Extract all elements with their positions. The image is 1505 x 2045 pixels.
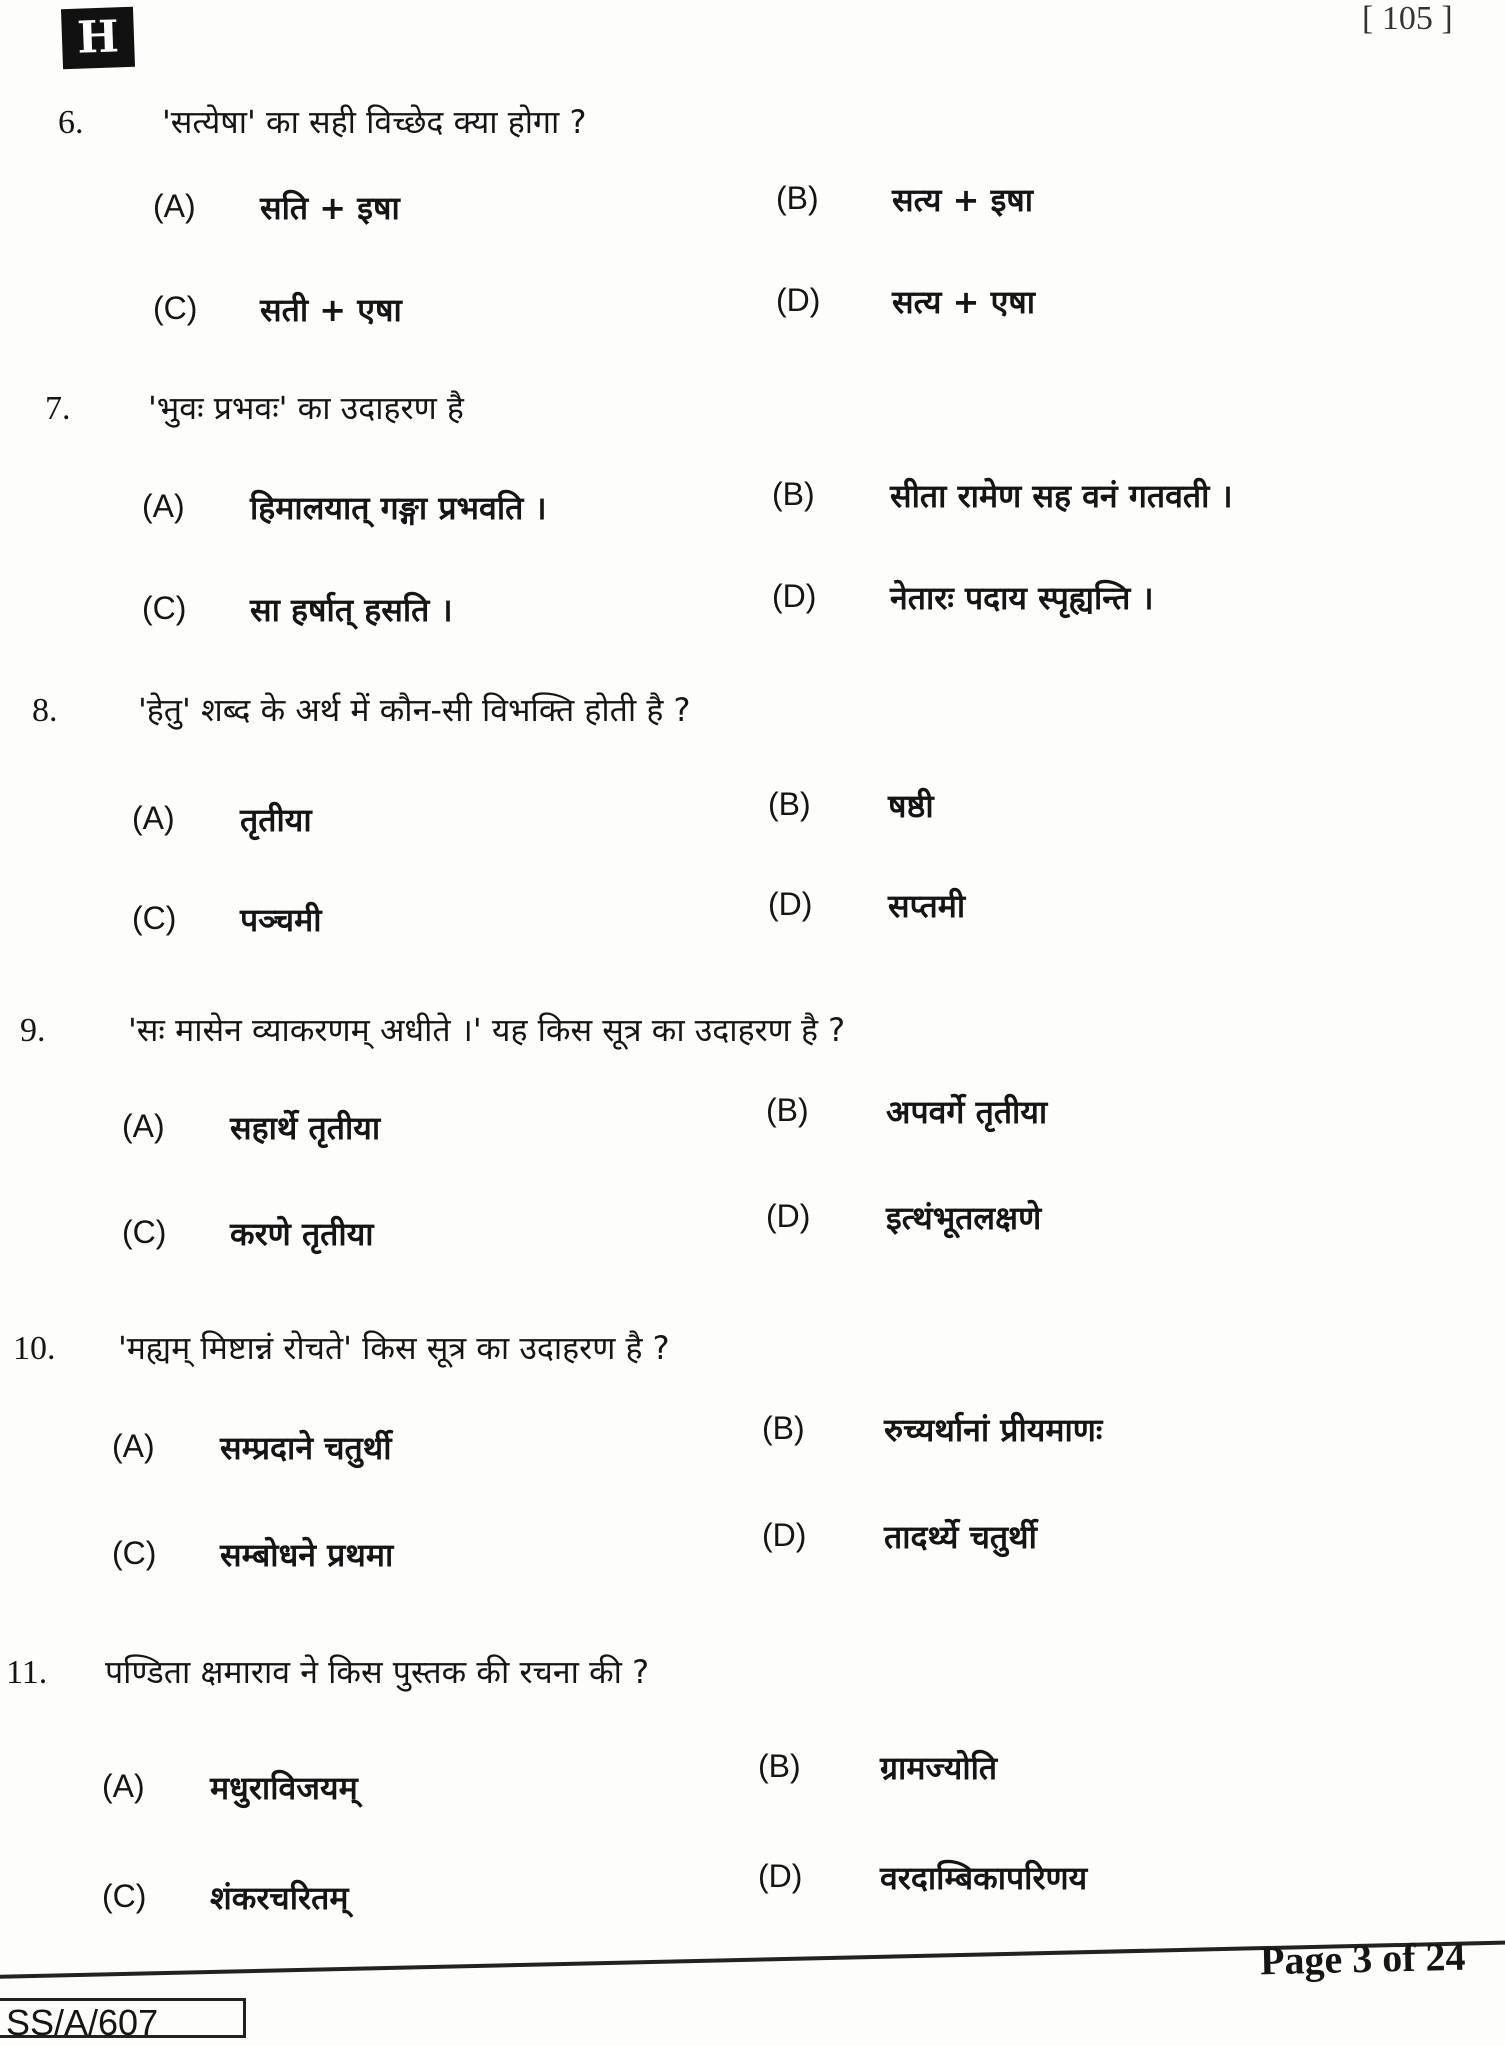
option-label: (B) — [758, 1748, 801, 1784]
page-footer-label: Page 3 of 24 — [1259, 1933, 1466, 1984]
question-text: 'सत्येषा' का सही विच्छेद क्या होगा ? — [162, 103, 587, 141]
option-label: (D) — [758, 1858, 803, 1894]
question-text: 'भुवः प्रभवः' का उदाहरण है — [148, 389, 464, 427]
page-number: [ 105 ] — [1362, 0, 1453, 37]
option-label: (B) — [776, 180, 819, 216]
option-text: अपवर्गे तृतीया — [886, 1093, 1048, 1131]
option-text: सत्य + एषा — [892, 283, 1036, 321]
option-label: (A) — [102, 1768, 145, 1804]
option-text: सम्बोधने प्रथमा — [220, 1536, 394, 1574]
option-label: (A) — [112, 1428, 155, 1464]
question-number: 11. — [6, 1654, 48, 1691]
option-text: सति + इषा — [260, 189, 400, 227]
option-label: (A) — [132, 800, 175, 836]
option-label: (B) — [762, 1410, 805, 1446]
question-number: 10. — [13, 1330, 56, 1367]
option-label: (D) — [768, 886, 813, 922]
option-text: इत्थंभूतलक्षणे — [886, 1199, 1042, 1237]
option-label: (C) — [112, 1535, 157, 1571]
option-label: (B) — [772, 476, 815, 512]
option-text: सत्य + इषा — [892, 181, 1034, 219]
option-label: (C) — [122, 1214, 167, 1250]
option-text: पञ्चमी — [240, 901, 322, 939]
option-text: मधुराविजयम् — [210, 1769, 358, 1807]
option-text: सती + एषा — [260, 291, 402, 329]
option-text: नेतारः पदाय स्पृह्यन्ति । — [890, 579, 1154, 617]
option-label: (C) — [142, 590, 187, 626]
option-label: (A) — [153, 188, 196, 224]
option-text: करणे तृतीया — [230, 1215, 374, 1253]
option-text: सीता रामेण सह वनं गतवती । — [890, 477, 1233, 515]
question-number: 7. — [45, 390, 71, 427]
option-label: (C) — [102, 1878, 147, 1914]
option-text: ग्रामज्योति — [880, 1749, 998, 1787]
question-number: 8. — [32, 692, 58, 729]
option-label: (D) — [762, 1517, 807, 1553]
option-text: सहार्थे तृतीया — [230, 1109, 381, 1147]
option-label: (B) — [768, 786, 811, 822]
option-text: षष्ठी — [888, 787, 934, 825]
option-text: तादर्थ्ये चतुर्थी — [884, 1518, 1037, 1556]
option-label: (A) — [142, 488, 185, 524]
paper-code: SS/A/607 — [0, 1998, 246, 2038]
option-text: सा हर्षात् हसति । — [250, 591, 453, 629]
question-text: 'सः मासेन व्याकरणम् अधीते ।' यह किस सूत्र का उदाहरण है ? — [128, 1011, 846, 1049]
option-text: तृतीया — [240, 801, 312, 839]
option-text: हिमालयात् गङ्गा प्रभवति । — [250, 489, 547, 527]
option-label: (B) — [766, 1092, 809, 1128]
option-label: (C) — [132, 900, 177, 936]
question-text: 'हेतु' शब्द के अर्थ में कौन-सी विभक्ति होती है ? — [138, 691, 691, 729]
option-text: वरदाम्बिकापरिणय — [880, 1859, 1088, 1897]
booklet-series-badge: H — [61, 7, 135, 69]
question-number: 9. — [20, 1012, 46, 1049]
option-text: शंकरचरितम् — [210, 1879, 349, 1917]
option-text: रुच्यर्थानां प्रीयमाणः — [884, 1411, 1103, 1449]
option-label: (D) — [772, 578, 817, 614]
question-text: 'मह्यम् मिष्टान्नं रोचते' किस सूत्र का उदाहरण है ? — [118, 1329, 670, 1367]
option-label: (A) — [122, 1108, 165, 1144]
option-label: (C) — [153, 290, 198, 326]
question-number: 6. — [58, 104, 84, 141]
option-label: (D) — [766, 1198, 811, 1234]
option-text: सम्प्रदाने चतुर्थी — [220, 1429, 392, 1467]
question-text: पण्डिता क्षमाराव ने किस पुस्तक की रचना की ? — [105, 1653, 650, 1691]
option-label: (D) — [776, 282, 821, 318]
option-text: सप्तमी — [888, 887, 966, 925]
